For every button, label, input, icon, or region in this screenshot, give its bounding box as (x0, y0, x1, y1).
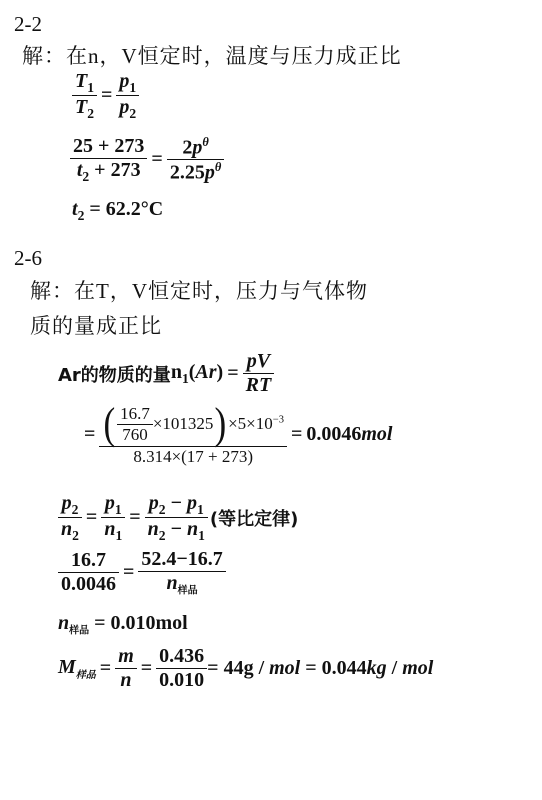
var-p: p (148, 492, 159, 514)
var-p: p (61, 492, 72, 514)
unit-mol: mol (402, 657, 434, 679)
var-t: t (76, 159, 83, 182)
var-m: m (118, 645, 134, 667)
equals-sign: = (227, 362, 239, 384)
fraction-temperatures (70, 135, 147, 184)
section-2-6-intro-line-2: 质的量成正比 (30, 314, 162, 338)
section-2-2-number: 2-2 (14, 12, 42, 36)
var-n: n (120, 669, 132, 691)
denominator-rest: + 273 (89, 159, 141, 182)
equation-proportion-law: $\frac{p_2}{n_2}$ = $\frac{p_1}{n_1}$ = $\frac{p_2 - p_1}{n_2 - n_1}$ (等比定律) (58, 492, 298, 544)
factor-volume: ×5×10 (228, 414, 273, 434)
fraction-right (138, 548, 225, 597)
coefficient: 2 (182, 136, 193, 159)
subscript: 1 (181, 370, 189, 386)
minus-sign: − (165, 492, 187, 514)
subscript-sample: 样品 (75, 670, 96, 681)
subscript: 1 (114, 501, 122, 517)
equation-amount-of-argon (58, 350, 274, 397)
subscript: 2 (82, 169, 90, 184)
equation-sample-amount (58, 612, 188, 637)
subscript: 2 (72, 528, 79, 544)
fraction-amount (99, 399, 287, 467)
var-n: n (58, 612, 70, 634)
coefficient: 2.25 (169, 161, 205, 184)
equation-temperature-substitution (70, 135, 224, 185)
var-n: n (61, 518, 73, 541)
equation-molar-mass: $M_{样品}$ = $\frac{m}{n}$ = $\frac{0.436}{0.010}$ = 44g / mol = 0.044kg / mol (58, 645, 434, 691)
subscript: 2 (129, 106, 137, 122)
paren-close: ) (214, 399, 227, 448)
var-p: p (192, 136, 203, 159)
equation-prefix-label: Ar的物质的量 (58, 364, 171, 386)
fraction-pressures (167, 135, 224, 185)
result-unit: mol (361, 422, 393, 445)
fraction-m-n (115, 645, 137, 692)
unit-kg: kg (366, 657, 387, 679)
denominator: RT (245, 374, 272, 396)
var-n: n (166, 572, 178, 594)
result-value: = 0.010mol (89, 612, 188, 634)
var-n: n (186, 518, 199, 541)
equation-result-t2 (72, 198, 163, 224)
fraction-t1-t2 (72, 70, 97, 122)
denominator: 0.0046 (61, 573, 116, 595)
subscript: 2 (71, 501, 79, 517)
fraction-left (58, 549, 119, 596)
subscript: 2 (87, 106, 95, 122)
var-t: t (72, 198, 78, 220)
exponent: −3 (272, 414, 284, 426)
subscript: 2 (158, 501, 166, 517)
numerator: 16.7 (71, 549, 106, 571)
var-t: T (75, 96, 88, 119)
fraction-pv-rt (243, 350, 275, 397)
denominator: 760 (122, 424, 148, 444)
var-m-molar: M (58, 656, 76, 678)
var-n: n (170, 360, 182, 383)
subscript: 1 (115, 528, 123, 544)
fraction-difference (145, 492, 208, 544)
subscript: 1 (129, 79, 137, 95)
paren-open: ( (188, 360, 196, 383)
var-p: p (104, 492, 115, 514)
subscript-sample: 样品 (69, 625, 90, 637)
var-p: p (204, 161, 215, 184)
proportion-law-note: (等比定律) (209, 508, 299, 530)
factor-atm: ×101325 (152, 414, 214, 434)
result-kg-value: = 0.044 (300, 657, 367, 679)
subscript: 1 (87, 79, 95, 95)
minus-sign: − (165, 518, 187, 541)
equation-temperature-pressure-ratio (72, 70, 139, 122)
var-p: p (119, 70, 130, 92)
fraction-p1-p2 (116, 70, 139, 122)
var-p: p (119, 96, 130, 119)
paren-close: ) (216, 360, 224, 383)
subscript: 2 (158, 528, 166, 544)
numerator: 16.7 (120, 403, 150, 423)
subscript: 1 (196, 501, 204, 517)
fraction-p2-n2 (58, 492, 82, 544)
slash: / (386, 657, 403, 679)
section-2-6-number: 2-6 (14, 246, 42, 270)
equation-sample-proportion: $\frac{16.7}{0.0046}$ = $\frac{52.4-16.7}{n_{样品}}$ (58, 548, 226, 597)
superscript-theta: θ (214, 160, 222, 175)
subscript: 2 (77, 207, 85, 223)
equals-sign: = (151, 148, 163, 171)
numerator: pV (246, 350, 271, 372)
fraction-mmhg (117, 404, 153, 444)
var-p: p (186, 492, 197, 514)
section-2-6-intro-line-1: 解：在T，V恒定时，压力与气体物 (30, 279, 368, 303)
denominator: 8.314×(17 + 273) (133, 447, 254, 466)
fraction-values (156, 645, 207, 692)
superscript-theta: θ (202, 135, 209, 149)
subscript-sample: 样品 (177, 585, 198, 597)
result-value: 0.0046 (306, 422, 362, 445)
result-grams: = 44g / (207, 657, 270, 679)
paren-open: ( (103, 399, 116, 448)
equation-amount-substitution: = ( $\frac{16.7}{760}$ ×101325 ) $\times 5\times 10^{-3}$ 8.314×(17 + 273) = 0.0046mol (84, 399, 393, 466)
section-2-2-intro: 解：在n，V恒定时，温度与压力成正比 (22, 44, 402, 68)
equals-sign: = (101, 84, 113, 107)
numerator: 25 + 273 (73, 135, 145, 158)
numerator: 52.4−16.7 (141, 548, 223, 570)
fraction-p1-n1 (101, 492, 125, 544)
unit-mol: mol (269, 657, 301, 679)
numerator: 0.436 (159, 645, 205, 667)
result-value: = 62.2°C (84, 198, 164, 220)
denominator: 0.010 (159, 669, 205, 691)
var-n: n (104, 518, 116, 541)
var-t: T (75, 70, 88, 92)
var-n: n (147, 518, 159, 541)
subscript: 1 (198, 528, 205, 544)
var-ar: Ar (195, 360, 217, 383)
equals-sign: = (84, 422, 96, 445)
